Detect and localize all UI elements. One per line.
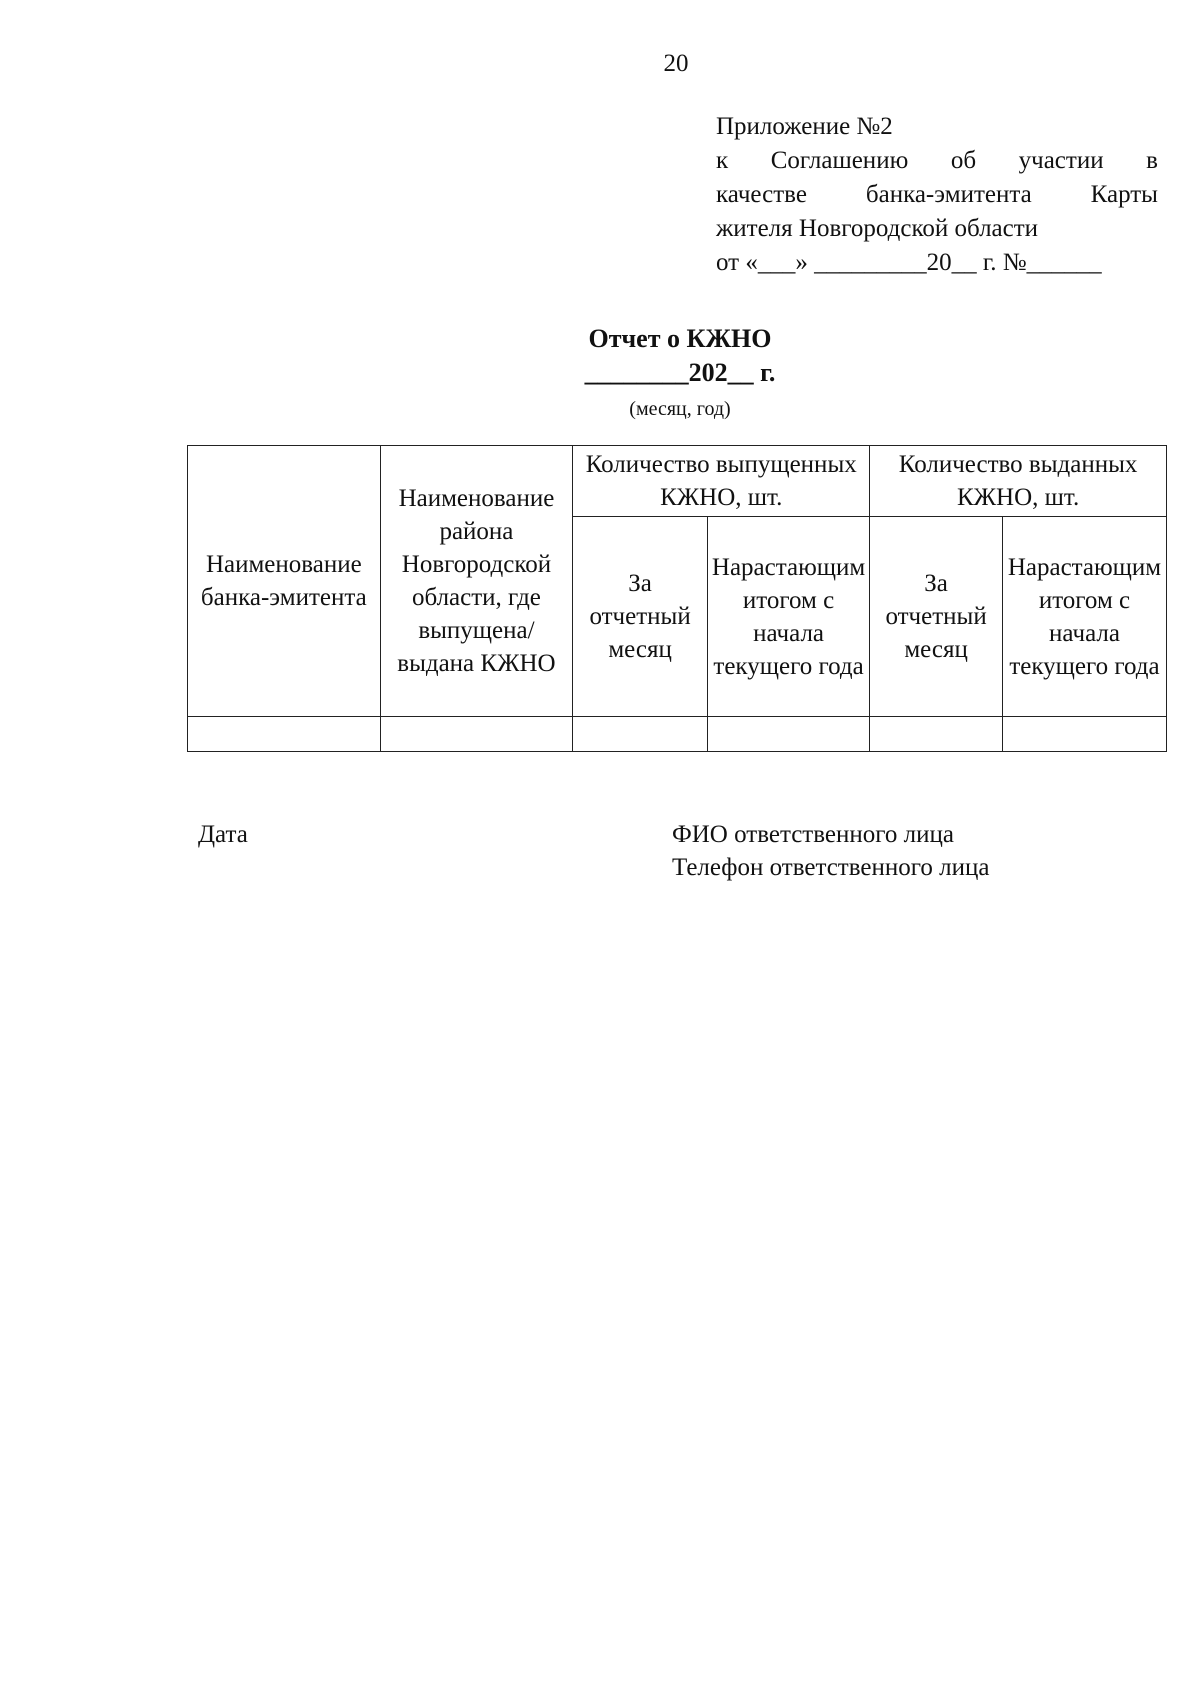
header-given-cumulative: Нарастающим итогом с начала текущего года <box>1002 517 1166 717</box>
table-cell[interactable] <box>707 717 869 752</box>
appendix-line-role <box>716 178 1158 212</box>
appendix-block <box>716 110 1158 280</box>
responsible-block <box>672 818 1012 884</box>
report-period-hint: (месяц, год) <box>629 398 731 420</box>
appendix-line-date: от «___» _________20__ г. №______ <box>716 249 1102 276</box>
appendix-line-region: жителя Новгородской области <box>716 215 1039 242</box>
header-bank-name: Наименование банка-эмитента <box>188 446 381 717</box>
table-cell[interactable] <box>188 717 381 752</box>
appendix-line-agreement <box>716 144 1158 178</box>
table-cell[interactable] <box>380 717 573 752</box>
responsible-phone-label: Телефон ответственного лица <box>672 854 990 881</box>
appendix-word: участии <box>1018 147 1104 174</box>
header-issued-group: Количество выпущенных КЖНО, шт. <box>573 446 870 517</box>
report-period: ________202__ г. <box>584 358 776 387</box>
report-title: Отчет о КЖНО <box>588 324 772 353</box>
table-cell[interactable] <box>1002 717 1166 752</box>
appendix-word: Карты <box>1090 181 1158 208</box>
appendix-word: качестве <box>716 181 807 208</box>
report-table <box>187 445 1167 752</box>
header-given-group: Количество выданных КЖНО, шт. <box>870 446 1167 517</box>
appendix-word: Соглашению <box>770 147 909 174</box>
header-given-month: За отчетный месяц <box>870 517 1003 717</box>
header-issued-month: За отчетный месяц <box>573 517 708 717</box>
appendix-word: об <box>950 147 977 174</box>
date-label: Дата <box>198 821 248 848</box>
appendix-word: в <box>1146 147 1158 174</box>
appendix-word: банка-эмитента <box>865 181 1032 208</box>
table-row <box>188 717 1167 752</box>
responsible-name-label: ФИО ответственного лица <box>672 821 954 848</box>
report-title-block <box>480 322 880 424</box>
header-issued-cumulative: Нарастающим итогом с начала текущего года <box>707 517 869 717</box>
table-header-row <box>188 446 1167 517</box>
page-number <box>0 50 1200 78</box>
table-cell[interactable] <box>573 717 708 752</box>
page-number-text: 20 <box>663 50 689 77</box>
appendix-title: Приложение №2 <box>716 113 893 140</box>
table-cell[interactable] <box>870 717 1003 752</box>
header-district-name: Наименование района Новгородской области, где выпущена/выдана КЖНО <box>380 446 573 717</box>
appendix-word: к <box>716 147 729 174</box>
